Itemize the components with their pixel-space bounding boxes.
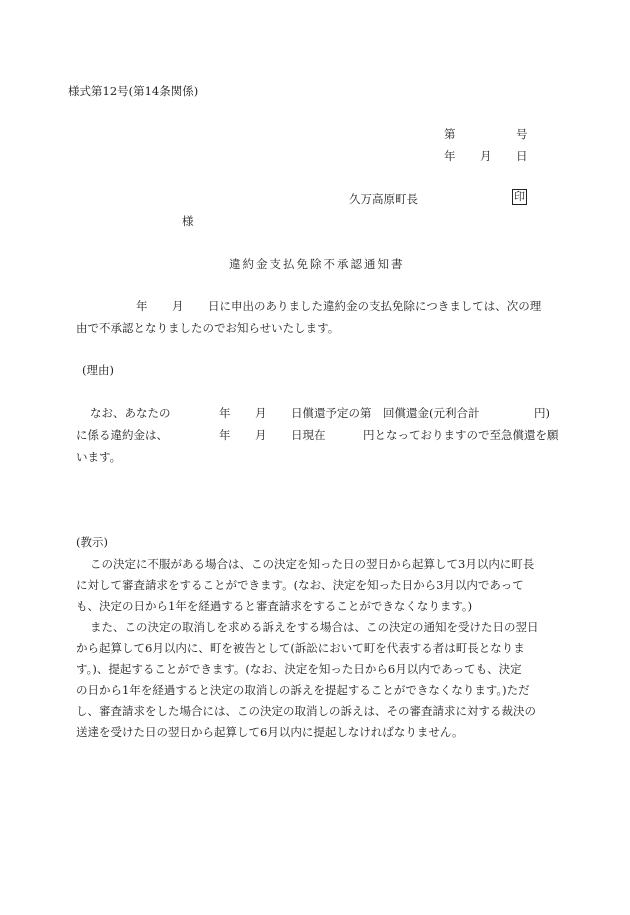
instruction-line: も、決定の日から1年を経過すると審査請求をすることができなくなります。) — [76, 599, 473, 613]
instruction-line: から起算して6月以内に、町を被告として(訴訟において町を代表する者は町長となりま — [76, 641, 525, 655]
notice-l1-a: なお、あなたの — [90, 406, 171, 420]
notice-l1-month: 月 — [255, 406, 267, 420]
seal-mark — [512, 189, 527, 205]
form-label: 様式第12号(第14条関係) — [68, 84, 199, 98]
notice-l2-b: 日現在 — [291, 428, 326, 442]
notice-l1-yen: 円) — [534, 406, 550, 420]
instruction-line: の日から1年を経過すると決定の取消しの訴えを提起することができなくなります。)ただ — [76, 683, 530, 697]
notice-l3: います。 — [76, 450, 122, 464]
date-day: 日 — [516, 149, 528, 163]
instruction-heading: (教示) — [76, 535, 108, 549]
body1-line2: 由で不承認となりましたのでお知らせいたします。 — [76, 321, 340, 335]
date-month: 月 — [480, 149, 492, 163]
notice-l1-b: 日償還予定の第 回償還金(元利合計 — [291, 406, 480, 420]
instruction-line: し、審査請求をした場合には、この決定の取消しの訴えは、その審査請求に対する裁決の — [76, 704, 536, 718]
reason-label: (理由) — [82, 363, 114, 377]
body1-line1: 日に申出のありました違約金の支払免除につきましては、次の理 — [208, 299, 542, 313]
date-year: 年 — [444, 149, 456, 163]
body1-month: 月 — [172, 299, 184, 313]
instruction-line: また、この決定の取消しを求める訴えをする場合は、この決定の通知を受けた日の翌日 — [90, 620, 539, 634]
page-title: 違約金支払免除不承認通知書 — [229, 257, 405, 271]
instruction-line: この決定に不服がある場合は、この決定を知った日の翌日から起算して3月以内に町長 — [90, 557, 535, 571]
body1-year: 年 — [136, 299, 148, 313]
notice-l2-year: 年 — [219, 428, 231, 442]
number-dai: 第 — [444, 127, 456, 141]
instruction-line: に対して審査請求をすることができます。(なお、決定を知った日から3月以内であって — [76, 578, 524, 592]
seal-icon: 印 — [514, 190, 525, 203]
instruction-line: 送達を受けた日の翌日から起算して6月以内に提起しなければなりません。 — [76, 725, 464, 739]
number-go: 号 — [516, 127, 528, 141]
issuer-name: 久万高原町長 — [349, 192, 418, 206]
recipient-sama: 様 — [182, 214, 194, 228]
instruction-line: す。)、提起することができます。(なお、決定を知った日から6月以内であっても、決定 — [76, 662, 522, 676]
notice-l2-a: に係る違約金は、 — [76, 428, 168, 442]
notice-l1-year: 年 — [219, 406, 231, 420]
notice-l2-month: 月 — [255, 428, 267, 442]
notice-l2-c: 円となっておりますので至急償還を願 — [363, 428, 559, 442]
